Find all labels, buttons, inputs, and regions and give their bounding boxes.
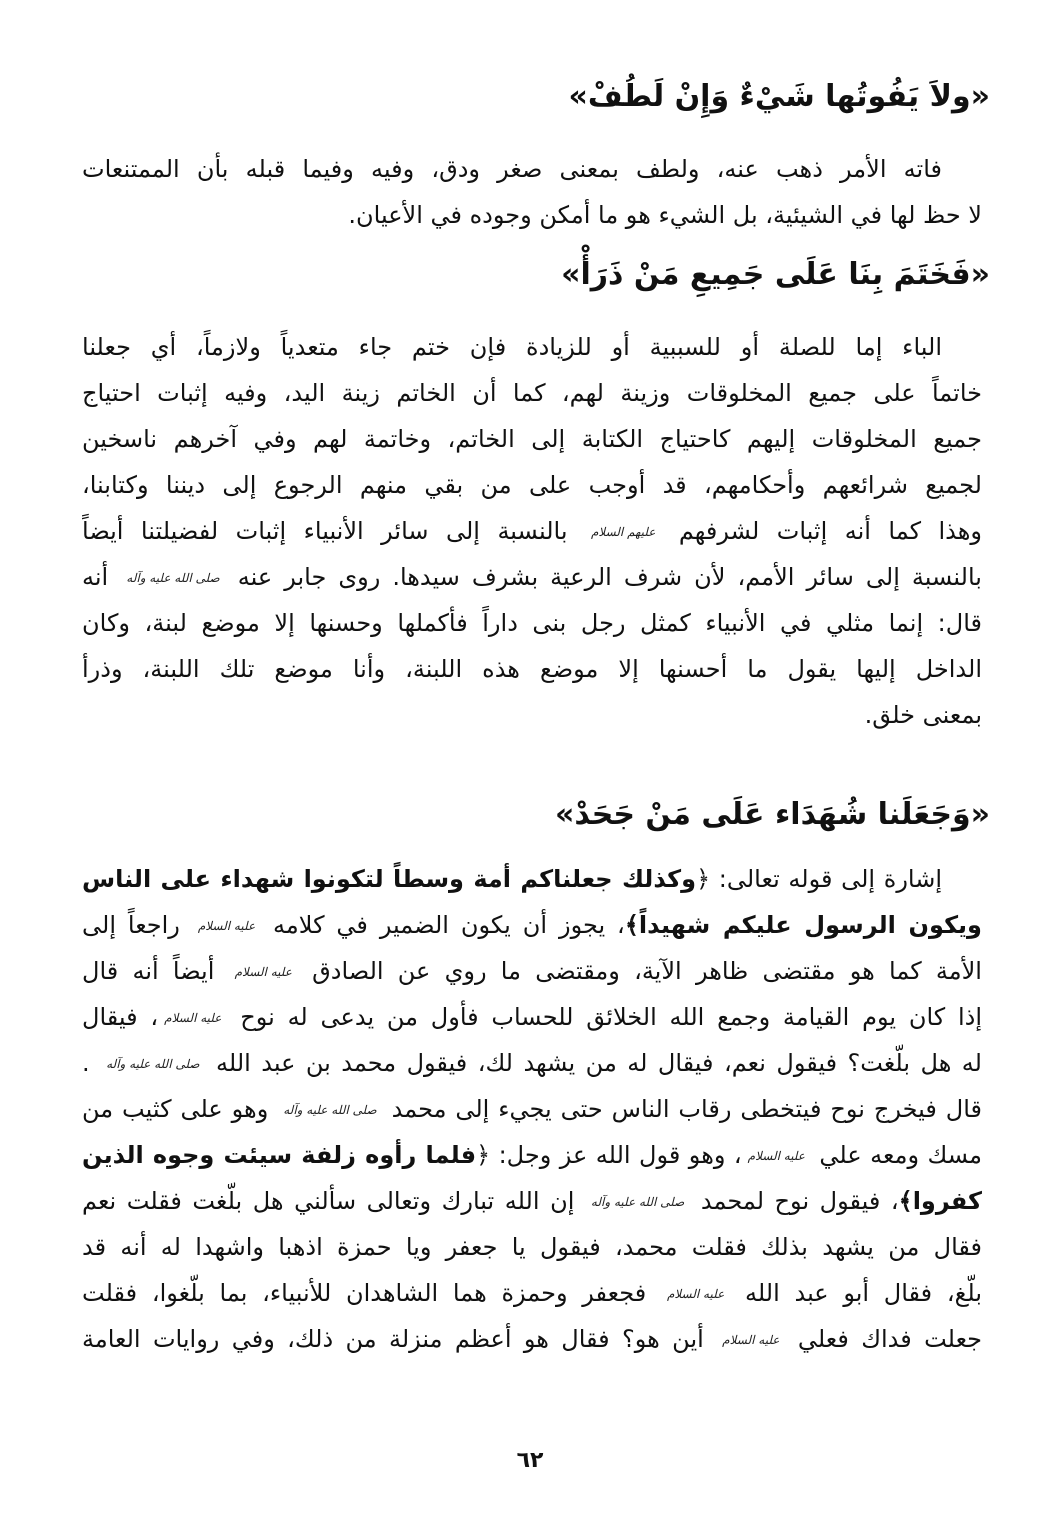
- text-line: قال: إنما مثلي في الأنبياء كمثل رجل بنى داراً فأكملها وحسنها إلا موضع لبنة، وكان: [82, 609, 982, 637]
- text-line: [82, 1132, 982, 1178]
- text-line: [82, 1086, 982, 1132]
- text-run: .: [82, 1049, 90, 1077]
- text-run: جعلت فداك فعلي: [797, 1325, 982, 1353]
- section-heading: «وَجَعَلَنا شُهَدَاء عَلَى مَنْ جَحَدْ»: [555, 797, 990, 832]
- text-run: إشارة إلى قوله تعالى: ﴿: [696, 865, 942, 893]
- text-run: مسك ومعه علي: [819, 1141, 982, 1169]
- text-line: [82, 1316, 982, 1362]
- text-run: إذا كان يوم القيامة وجمع الله الخلائق للحساب فأول من يدعى له نوح: [240, 1003, 982, 1031]
- text-line: [82, 1270, 982, 1316]
- paragraph: [82, 146, 982, 238]
- text-run: الأمة كما هو مقتضى ظاهر الآية، ومقتضى ما روي عن الصادق: [312, 957, 982, 985]
- text-run: ، فيقول نوح لمحمد: [700, 1187, 899, 1215]
- honorific-ligature-icon: عليه السلام: [722, 1333, 780, 1347]
- honorific-ligature-icon: عليه السلام: [666, 1287, 725, 1301]
- text-run: له هل بلّغت؟ فيقول نعم، فيقال له من يشهد لك، فيقول محمد بن عبد الله: [216, 1049, 982, 1077]
- text-line: جميع المخلوقات إليهم كاحتياج الكتابة إلى الخاتم، وخاتمة لهم وفي آخرهم ناسخين: [82, 425, 982, 453]
- text-run: ، فيقال: [82, 1003, 159, 1031]
- text-line: [82, 1040, 982, 1086]
- text-run: وهذا كما أنه إثبات لشرفهم: [678, 517, 982, 545]
- quran-quote: وكذلك جعلناكم أمة وسطاً لتكونوا شهداء على الناس: [82, 865, 697, 893]
- text-line: الباء إما للصلة أو للسببية أو للزيادة فإن ختم جاء متعدياً ولازماً، أي جعلنا: [82, 333, 942, 361]
- honorific-ligature-icon: عليه السلام: [747, 1149, 805, 1163]
- honorific-ligature-icon: عليهم السلام: [590, 525, 656, 539]
- text-run: أيضاً أنه قال: [82, 957, 215, 985]
- text-line: [82, 856, 982, 902]
- text-run: أين هو؟ فقال هو أعظم منزلة من ذلك، وفي روايات العامة: [82, 1325, 704, 1353]
- honorific-ligature-icon: صلى الله عليه وآله: [283, 1103, 377, 1117]
- section-heading: «فَخَتَمَ بِنَا عَلَى جَمِيعِ مَنْ ذَرَأْ»: [561, 257, 990, 292]
- text-line: [82, 948, 982, 994]
- text-line: [82, 994, 982, 1040]
- text-line: [82, 902, 982, 948]
- text-line: الداخل إليها يقول ما أحسنها إلا موضع هذه اللبنة، وأنا موضع تلك اللبنة، وذرأ: [82, 655, 982, 683]
- honorific-ligature-icon: صلى الله عليه وآله: [126, 571, 220, 585]
- text-run: بالنسبة إلى سائر الأمم، لأن شرف الرعية بشرف سيدها. روى جابر عنه: [237, 563, 982, 591]
- section-heading: «ولاَ يَفُوتُها شَيْءٌ وَإِنْ لَطُفْ»: [568, 79, 990, 114]
- text-line: بمعنى خلق.: [864, 701, 982, 729]
- honorific-ligature-icon: عليه السلام: [197, 919, 256, 933]
- text-line: لجميع شرائعهم وأحكامهم، قد أوجب على من بقي منهم الرجوع إلى ديننا وكتابنا،: [82, 471, 982, 499]
- honorific-ligature-icon: عليه السلام: [164, 1011, 222, 1025]
- text-line: فقال من يشهد بذلك فقلت محمد، فيقول يا جعفر ويا حمزة اذهبا واشهدا له أنه قد: [82, 1233, 982, 1261]
- paragraph: [82, 856, 982, 1362]
- quran-quote: ويكون الرسول عليكم شهيداً﴾: [624, 911, 982, 939]
- text-run: وهو على كثيب من: [82, 1095, 269, 1123]
- text-run: ، وهو قول الله عز وجل: ﴿: [476, 1141, 742, 1169]
- quran-quote: فلما رأوه زلفة سيئت وجوه الذين: [82, 1141, 477, 1169]
- text-line: لا حظ لها في الشيئية، بل الشيء هو ما أمكن وجوده في الأعيان.: [348, 201, 982, 229]
- text-run: إن الله تبارك وتعالى سألني هل بلّغت فقلت نعم: [82, 1187, 575, 1215]
- text-line: [82, 508, 982, 554]
- text-line: [82, 554, 982, 600]
- text-line: [82, 1178, 982, 1224]
- text-run: بلّغ، فقال أبو عبد الله: [744, 1279, 982, 1307]
- text-run: راجعاً إلى: [82, 911, 180, 939]
- text-run: بالنسبة إلى سائر الأنبياء إثبات لفضيلتنا أيضاً: [82, 517, 568, 545]
- honorific-ligature-icon: عليه السلام: [234, 965, 292, 979]
- text-run: قال فيخرج نوح فيتخطى رقاب الناس حتى يجيء إلى محمد: [391, 1095, 982, 1123]
- honorific-ligature-icon: صلى الله عليه وآله: [106, 1057, 200, 1071]
- text-run: ، يجوز أن يكون الضمير في كلامه: [273, 911, 625, 939]
- honorific-ligature-icon: صلى الله عليه وآله: [590, 1195, 685, 1209]
- paragraph: [82, 324, 982, 738]
- text-line: خاتماً على جميع المخلوقات وزينة لهم، كما أن الخاتم زينة اليد، وفيه إثبات احتياج: [82, 379, 982, 407]
- text-run: أنه: [82, 563, 109, 591]
- quran-quote: كفروا﴾: [898, 1187, 982, 1215]
- text-run: فجعفر وحمزة هما الشاهدان للأنبياء، بما بلّغوا، فقلت: [82, 1279, 647, 1307]
- text-line: فاته الأمر ذهب عنه، ولطف بمعنى صغر ودق، وفيه وفيما قبله بأن الممتنعات: [82, 155, 942, 183]
- page-number: ٦٢: [516, 1448, 544, 1473]
